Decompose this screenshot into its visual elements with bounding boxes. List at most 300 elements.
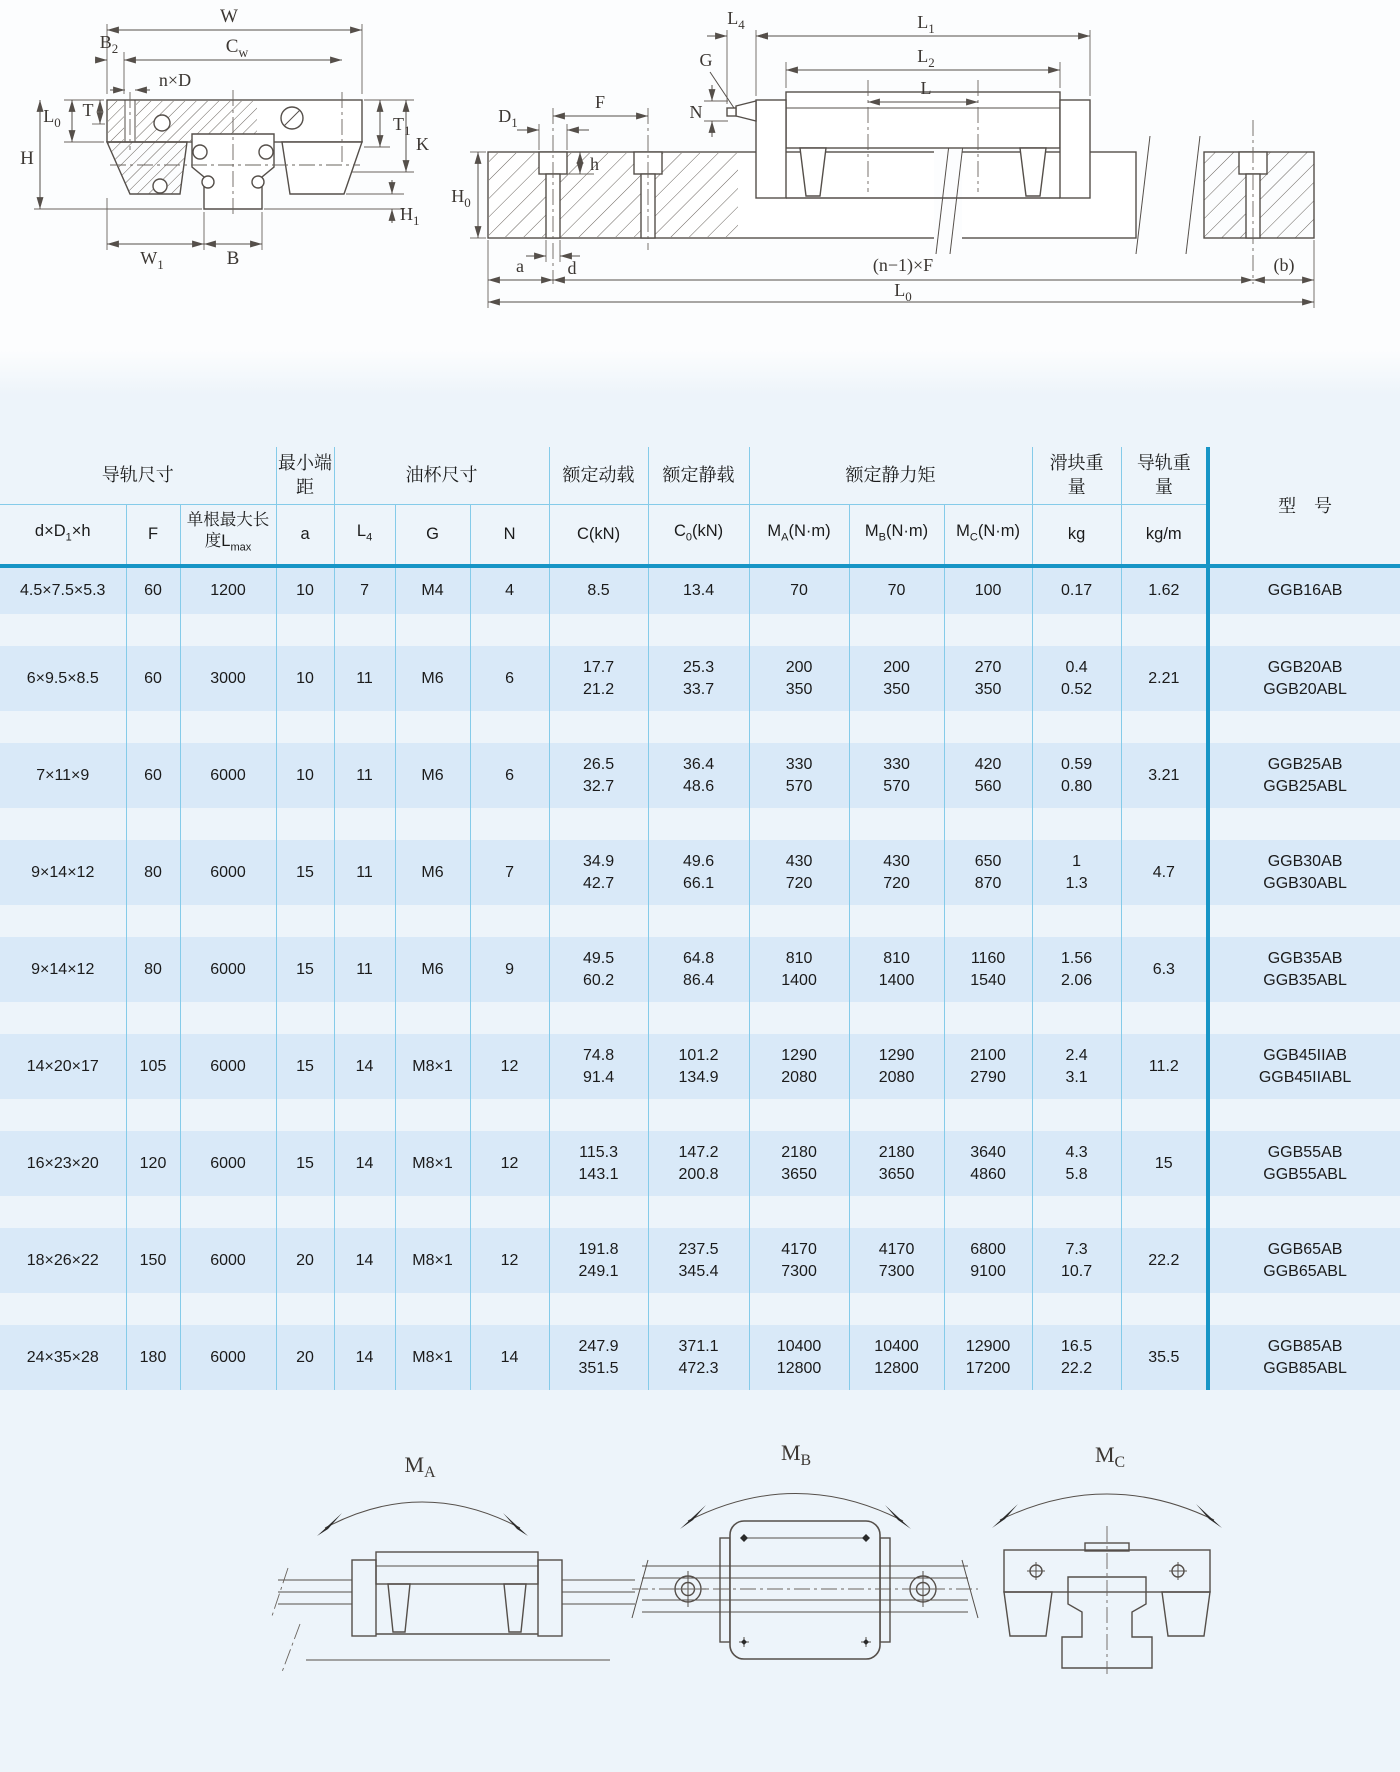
column-group-header: 额定动载 [549, 447, 648, 504]
column-header: 单根最大长度$L_{max}$ [180, 504, 276, 566]
spacer-cell [1032, 1196, 1121, 1228]
spec-cell: 6 [470, 743, 549, 808]
spec-cell: 420 560 [944, 743, 1032, 808]
dim-label-l1: $L_1$ [917, 12, 935, 36]
spacer-cell [395, 905, 470, 937]
spec-cell: 16×23×20 [0, 1131, 126, 1196]
spacer-cell [749, 1099, 849, 1131]
spec-cell: 0.4 0.52 [1032, 646, 1121, 711]
spec-cell: 0.17 [1032, 566, 1121, 614]
spec-cell: 0.59 0.80 [1032, 743, 1121, 808]
spacer-cell [470, 1002, 549, 1034]
column-group-header: 额定静载 [648, 447, 749, 504]
dim-label-t: T [82, 100, 94, 120]
spec-cell: 330 570 [849, 743, 944, 808]
spacer-cell [549, 1099, 648, 1131]
dim-label-cw: $C_w$ [225, 36, 249, 60]
spacer-cell [126, 1002, 180, 1034]
spec-cell: 60 [126, 743, 180, 808]
spacer-cell [549, 1002, 648, 1034]
column-header: N [470, 504, 549, 566]
front-view-sketch [1004, 1526, 1210, 1674]
spec-cell: M6 [395, 840, 470, 905]
spec-cell: 3000 [180, 646, 276, 711]
spec-cell: 24×35×28 [0, 1325, 126, 1390]
spacer-cell [180, 1196, 276, 1228]
spec-cell: 2180 3650 [849, 1131, 944, 1196]
spec-cell: 11 [334, 937, 395, 1002]
dim-label-l: L [920, 78, 932, 98]
spacer-cell [395, 711, 470, 743]
spacer-cell [944, 905, 1032, 937]
spec-cell: M8×1 [395, 1034, 470, 1099]
spacer-cell [126, 905, 180, 937]
spacer-cell [1121, 1293, 1208, 1325]
spacer-cell [470, 808, 549, 840]
spacer-cell [549, 1196, 648, 1228]
spacer-cell [849, 711, 944, 743]
spacer-cell [944, 808, 1032, 840]
spacer-cell [849, 808, 944, 840]
spacer-row [0, 1099, 1400, 1131]
spec-cell: 1200 [180, 566, 276, 614]
column-header: $d\times D_1\times h$ [0, 504, 126, 566]
column-header: $L_4$ [334, 504, 395, 566]
spacer-cell [126, 614, 180, 646]
spec-cell: 11 [334, 840, 395, 905]
column-header: kg [1032, 504, 1121, 566]
model-cell: GGB85AB GGB85ABL [1208, 1325, 1400, 1390]
column-header: G [395, 504, 470, 566]
spacer-row [0, 614, 1400, 646]
spacer-cell [1032, 808, 1121, 840]
spec-cell: 14 [470, 1325, 549, 1390]
spacer-cell [180, 614, 276, 646]
spacer-cell [470, 614, 549, 646]
spacer-row [0, 905, 1400, 937]
spec-cell: 6000 [180, 1034, 276, 1099]
spec-cell: 7 [470, 840, 549, 905]
spacer-cell [395, 1099, 470, 1131]
spacer-cell [395, 808, 470, 840]
moment-mb-diagram [618, 1416, 993, 1686]
dim-label-b: (b) [1273, 255, 1295, 275]
spacer-cell [1208, 1293, 1400, 1325]
table-row [0, 743, 1400, 808]
spec-cell: 35.5 [1121, 1325, 1208, 1390]
column-header: $M_B(N\cdot m)$ [849, 504, 944, 566]
spacer-cell [0, 614, 126, 646]
spacer-cell [749, 1002, 849, 1034]
spec-cell: 2.21 [1121, 646, 1208, 711]
spec-cell: 15 [276, 840, 334, 905]
column-header: $M_A(N\cdot m)$ [749, 504, 849, 566]
spec-cell: 34.9 42.7 [549, 840, 648, 905]
spacer-cell [1208, 808, 1400, 840]
spec-cell: 9×14×12 [0, 840, 126, 905]
spacer-cell [648, 808, 749, 840]
model-cell: GGB16AB [1208, 566, 1400, 614]
spacer-cell [395, 1002, 470, 1034]
spacer-cell [180, 808, 276, 840]
spacer-cell [944, 1099, 1032, 1131]
model-cell: GGB55AB GGB55ABL [1208, 1131, 1400, 1196]
spec-cell: M6 [395, 937, 470, 1002]
spec-table [0, 447, 1400, 1390]
spacer-row [0, 711, 1400, 743]
spec-cell: 10 [276, 646, 334, 711]
column-group-header: 型 号 [1208, 447, 1400, 566]
spacer-cell [944, 711, 1032, 743]
spec-cell: 650 870 [944, 840, 1032, 905]
spec-cell: 10 [276, 566, 334, 614]
dim-label-t1: $T_1$ [393, 114, 411, 138]
spec-cell: 15 [276, 1131, 334, 1196]
spacer-cell [180, 905, 276, 937]
spacer-cell [1121, 905, 1208, 937]
top-view-sketch [632, 1521, 978, 1659]
spec-cell: 430 720 [849, 840, 944, 905]
spacer-cell [1121, 614, 1208, 646]
spec-cell: 12900 17200 [944, 1325, 1032, 1390]
column-header: C(kN) [549, 504, 648, 566]
spacer-cell [276, 808, 334, 840]
model-cell: GGB65AB GGB65ABL [1208, 1228, 1400, 1293]
spec-cell: 6000 [180, 1228, 276, 1293]
column-header: F [126, 504, 180, 566]
spec-cell: 100 [944, 566, 1032, 614]
spec-cell: 150 [126, 1228, 180, 1293]
moment-label-ma: $M_A$ [404, 1452, 436, 1481]
spec-cell: 4170 7300 [749, 1228, 849, 1293]
spacer-cell [180, 1293, 276, 1325]
spec-cell: 3640 4860 [944, 1131, 1032, 1196]
table-row [0, 1228, 1400, 1293]
spec-cell: 115.3 143.1 [549, 1131, 648, 1196]
table-row [0, 1131, 1400, 1196]
spec-cell: 12 [470, 1034, 549, 1099]
spacer-cell [126, 1196, 180, 1228]
spacer-cell [1121, 1002, 1208, 1034]
spacer-cell [1208, 1099, 1400, 1131]
spec-cell: M8×1 [395, 1131, 470, 1196]
spec-cell: 6000 [180, 937, 276, 1002]
spec-cell: 80 [126, 937, 180, 1002]
column-group-header: 导轨重量 [1121, 447, 1208, 504]
column-group-header: 油杯尺寸 [334, 447, 549, 504]
side-view-sketch [272, 1552, 635, 1672]
spacer-cell [1208, 1002, 1400, 1034]
dim-label-l2: $L_2$ [917, 46, 935, 70]
spacer-cell [276, 1002, 334, 1034]
spacer-cell [849, 1002, 944, 1034]
spec-cell: 247.9 351.5 [549, 1325, 648, 1390]
table-row [0, 840, 1400, 905]
spacer-cell [749, 1196, 849, 1228]
spec-cell: 7.3 10.7 [1032, 1228, 1121, 1293]
spec-cell: 2.4 3.1 [1032, 1034, 1121, 1099]
spec-cell: 12 [470, 1131, 549, 1196]
spacer-cell [1121, 808, 1208, 840]
table-row [0, 566, 1400, 614]
dim-label-b: B [226, 248, 240, 269]
spacer-cell [276, 614, 334, 646]
spacer-cell [549, 905, 648, 937]
column-header: $M_C(N\cdot m)$ [944, 504, 1032, 566]
spec-cell: 4170 7300 [849, 1228, 944, 1293]
spacer-cell [549, 614, 648, 646]
table-row [0, 1034, 1400, 1099]
table-row [0, 1325, 1400, 1390]
spec-cell: M8×1 [395, 1325, 470, 1390]
spec-cell: 2100 2790 [944, 1034, 1032, 1099]
spacer-cell [1208, 614, 1400, 646]
spacer-cell [849, 1196, 944, 1228]
spacer-cell [849, 905, 944, 937]
spec-cell: 4.5×7.5×5.3 [0, 566, 126, 614]
spacer-row [0, 1293, 1400, 1325]
dim-label-w: W [220, 6, 238, 27]
spacer-cell [749, 1293, 849, 1325]
spec-cell: 10400 12800 [749, 1325, 849, 1390]
spec-cell: 20 [276, 1325, 334, 1390]
spacer-cell [1032, 905, 1121, 937]
spacer-cell [276, 1099, 334, 1131]
spacer-cell [470, 1196, 549, 1228]
spec-cell: 105 [126, 1034, 180, 1099]
spec-cell: 11.2 [1121, 1034, 1208, 1099]
spec-cell: 8.5 [549, 566, 648, 614]
moment-label-mc: $M_C$ [1094, 1442, 1126, 1471]
spacer-cell [1032, 1099, 1121, 1131]
spec-cell: 22.2 [1121, 1228, 1208, 1293]
spacer-cell [180, 1099, 276, 1131]
spec-cell: 1.56 2.06 [1032, 937, 1121, 1002]
spec-cell: 10400 12800 [849, 1325, 944, 1390]
spacer-cell [276, 711, 334, 743]
spacer-cell [1121, 1196, 1208, 1228]
spacer-cell [334, 808, 395, 840]
spacer-cell [395, 1196, 470, 1228]
spec-cell: 200 350 [749, 646, 849, 711]
spec-cell: 237.5 345.4 [648, 1228, 749, 1293]
spec-cell: 20 [276, 1228, 334, 1293]
dim-label-nxd: n×D [158, 70, 192, 90]
spec-cell: 1160 1540 [944, 937, 1032, 1002]
spacer-cell [126, 711, 180, 743]
spacer-cell [944, 1002, 1032, 1034]
dim-label-h: H [20, 148, 34, 169]
column-group-header: 额定静力矩 [749, 447, 1032, 504]
spec-cell: 101.2 134.9 [648, 1034, 749, 1099]
spacer-cell [180, 1002, 276, 1034]
spec-cell: 270 350 [944, 646, 1032, 711]
spacer-cell [549, 711, 648, 743]
spacer-cell [334, 905, 395, 937]
moment-label-mb: $M_B$ [780, 1440, 812, 1469]
spec-cell: 2180 3650 [749, 1131, 849, 1196]
dim-label-l4: $L_4$ [727, 8, 745, 32]
model-cell: GGB45IIAB GGB45IIABL [1208, 1034, 1400, 1099]
spacer-cell [749, 614, 849, 646]
dim-label-l0: $L_0$ [894, 280, 912, 304]
spacer-cell [180, 711, 276, 743]
spec-cell: 13.4 [648, 566, 749, 614]
spec-cell: M6 [395, 743, 470, 808]
spacer-cell [334, 1002, 395, 1034]
spacer-row [0, 808, 1400, 840]
spacer-cell [1208, 1196, 1400, 1228]
carriage-cross-section [107, 90, 362, 217]
spec-cell: 810 1400 [849, 937, 944, 1002]
spacer-cell [648, 711, 749, 743]
spec-cell: 14×20×17 [0, 1034, 126, 1099]
spacer-cell [334, 1099, 395, 1131]
spacer-row [0, 1002, 1400, 1034]
spec-cell: 120 [126, 1131, 180, 1196]
dim-label-d1: $D_1$ [498, 106, 518, 130]
spec-cell: 6000 [180, 840, 276, 905]
spec-cell: 16.5 22.2 [1032, 1325, 1121, 1390]
spacer-cell [944, 1293, 1032, 1325]
spacer-cell [0, 1293, 126, 1325]
spec-cell: 11 [334, 646, 395, 711]
spec-cell: M6 [395, 646, 470, 711]
spacer-cell [334, 1293, 395, 1325]
spacer-cell [1121, 711, 1208, 743]
column-header: kg/m [1121, 504, 1208, 566]
spec-cell: 1 1.3 [1032, 840, 1121, 905]
spacer-cell [126, 1293, 180, 1325]
spacer-cell [470, 905, 549, 937]
model-cell: GGB30AB GGB30ABL [1208, 840, 1400, 905]
spacer-cell [648, 1099, 749, 1131]
moment-arc [325, 1502, 520, 1528]
spacer-cell [334, 711, 395, 743]
spec-cell: 14 [334, 1131, 395, 1196]
dim-label-h: h [590, 154, 599, 174]
spec-cell: 7×11×9 [0, 743, 126, 808]
dim-label-n: N [689, 102, 703, 122]
spec-cell: 330 570 [749, 743, 849, 808]
spec-cell: 11 [334, 743, 395, 808]
spec-cell: 4.3 5.8 [1032, 1131, 1121, 1196]
spec-cell: 6 [470, 646, 549, 711]
spacer-cell [849, 1293, 944, 1325]
spacer-cell [0, 905, 126, 937]
spec-cell: 15 [276, 937, 334, 1002]
dim-label-n1f: (n−1)×F [872, 255, 934, 275]
spacer-cell [648, 1196, 749, 1228]
spec-cell: 4.7 [1121, 840, 1208, 905]
spec-cell: 49.6 66.1 [648, 840, 749, 905]
spacer-cell [126, 808, 180, 840]
spacer-cell [1121, 1099, 1208, 1131]
dim-label-h1: $H_1$ [400, 204, 420, 228]
spacer-cell [276, 1196, 334, 1228]
spacer-cell [944, 1196, 1032, 1228]
column-group-header: 滑块重量 [1032, 447, 1121, 504]
spec-cell: 1.62 [1121, 566, 1208, 614]
spacer-row [0, 1196, 1400, 1228]
spec-cell: 80 [126, 840, 180, 905]
spacer-cell [749, 711, 849, 743]
spec-cell: 6000 [180, 1131, 276, 1196]
spec-cell: 6×9.5×8.5 [0, 646, 126, 711]
spacer-cell [334, 1196, 395, 1228]
spec-cell: 15 [276, 1034, 334, 1099]
spacer-cell [944, 614, 1032, 646]
spacer-cell [549, 808, 648, 840]
dim-label-g: G [699, 50, 713, 70]
spec-cell: 6800 9100 [944, 1228, 1032, 1293]
spacer-cell [749, 808, 849, 840]
spec-cell: 18×26×22 [0, 1228, 126, 1293]
spec-cell: 810 1400 [749, 937, 849, 1002]
spacer-cell [849, 1099, 944, 1131]
spec-cell: 7 [334, 566, 395, 614]
spec-cell: 14 [334, 1325, 395, 1390]
spacer-cell [1032, 711, 1121, 743]
spec-cell: 70 [749, 566, 849, 614]
spec-cell: 200 350 [849, 646, 944, 711]
spec-cell: M8×1 [395, 1228, 470, 1293]
spec-cell: 15 [1121, 1131, 1208, 1196]
spec-cell: 371.1 472.3 [648, 1325, 749, 1390]
spacer-cell [749, 905, 849, 937]
model-cell: GGB25AB GGB25ABL [1208, 743, 1400, 808]
spacer-cell [470, 1099, 549, 1131]
moment-arc [688, 1494, 903, 1522]
spacer-cell [1208, 905, 1400, 937]
dim-label-l0: $L_0$ [43, 106, 61, 130]
dim-label-d: d [567, 258, 577, 278]
spacer-cell [395, 614, 470, 646]
column-group-header: 最小端距 [276, 447, 334, 504]
spec-cell: 430 720 [749, 840, 849, 905]
cross-section-diagram [12, 2, 452, 317]
spec-cell: 1290 2080 [849, 1034, 944, 1099]
model-cell: GGB20AB GGB20ABL [1208, 646, 1400, 711]
spacer-cell [648, 905, 749, 937]
rail-spec-table [0, 447, 1400, 1390]
spec-cell: 36.4 48.6 [648, 743, 749, 808]
spec-cell: 191.8 249.1 [549, 1228, 648, 1293]
spacer-cell [1032, 1293, 1121, 1325]
spec-cell: 9×14×12 [0, 937, 126, 1002]
spec-cell: 4 [470, 566, 549, 614]
spacer-cell [1032, 1002, 1121, 1034]
table-row [0, 937, 1400, 1002]
spec-cell: M4 [395, 566, 470, 614]
spacer-cell [0, 711, 126, 743]
grease-nipple-icon [736, 101, 756, 121]
dim-label-h0: $H_0$ [451, 186, 471, 210]
spacer-cell [648, 1002, 749, 1034]
model-cell: GGB35AB GGB35ABL [1208, 937, 1400, 1002]
spacer-cell [0, 1099, 126, 1131]
spec-cell: 180 [126, 1325, 180, 1390]
spec-cell: 70 [849, 566, 944, 614]
dim-label-a: a [516, 256, 524, 276]
spacer-cell [334, 614, 395, 646]
spec-cell: 3.21 [1121, 743, 1208, 808]
spec-cell: 64.8 86.4 [648, 937, 749, 1002]
spec-cell: 6.3 [1121, 937, 1208, 1002]
spec-cell: 17.7 21.2 [549, 646, 648, 711]
spacer-cell [395, 1293, 470, 1325]
spacer-cell [1032, 614, 1121, 646]
